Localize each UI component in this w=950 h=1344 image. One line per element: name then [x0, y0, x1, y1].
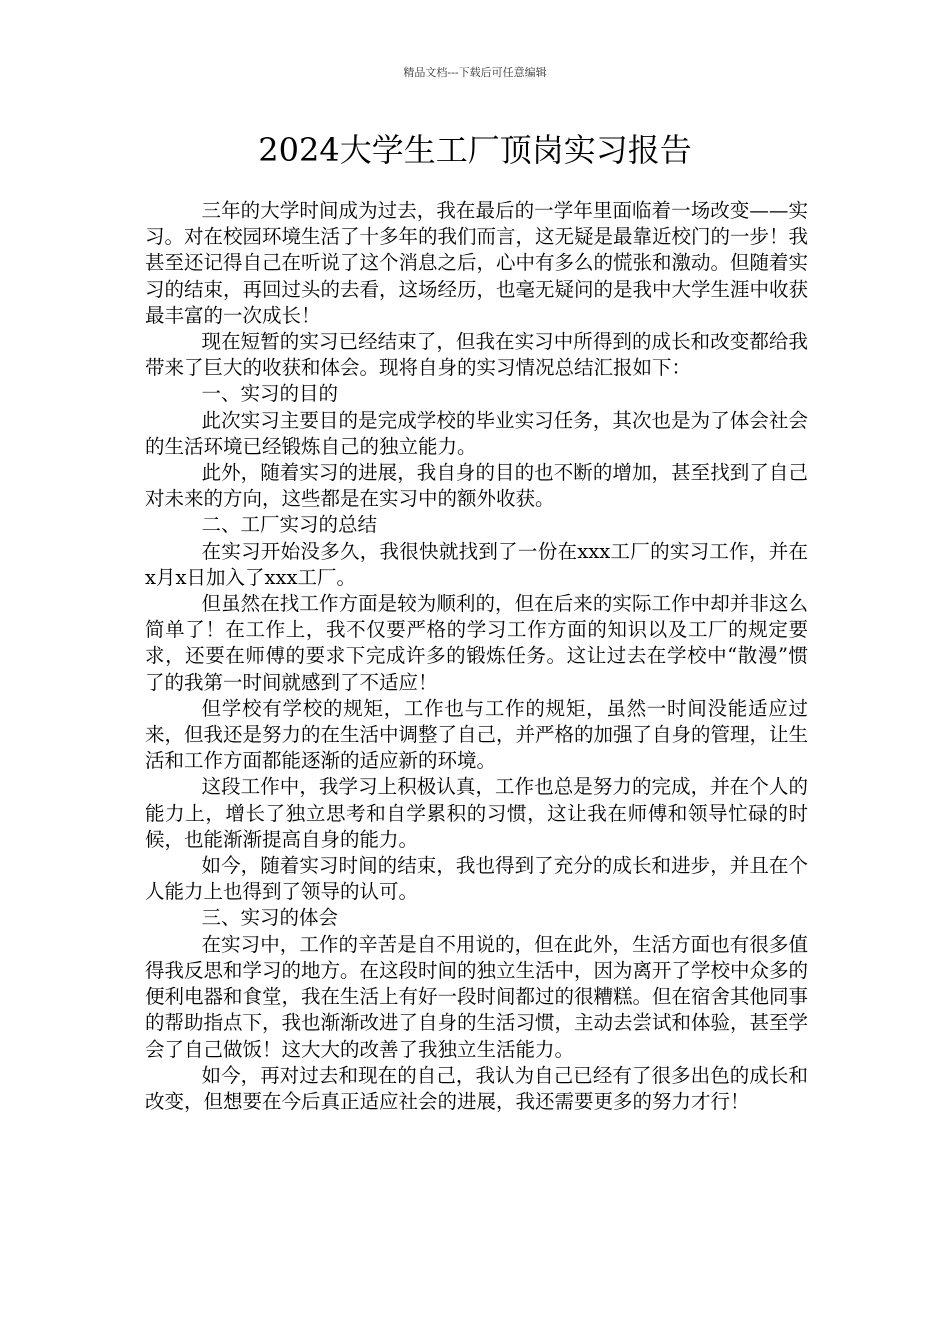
paragraph: 如今，随着实习时间的结束，我也得到了充分的成长和进步，并且在个人能力上也得到了领导的认可。 — [145, 854, 808, 904]
document-body — [145, 198, 808, 1115]
paragraph: 此次实习主要目的是完成学校的毕业实习任务，其次也是为了体会社会的生活环境已经锻炼自己的独立能力。 — [145, 408, 808, 458]
document-title: 2024大学生工厂顶岗实习报告 — [258, 131, 692, 169]
paragraph: 三年的大学时间成为过去，我在最后的一学年里面临着一场改变——实习。对在校园环境生活了十多年的我们而言，这无疑是最靠近校门的一步！我甚至还记得自己在听说了这个消息之后，心中有多么的慌张和激动。但随着实习的结束，再回过头的去看，这场经历，也毫无疑问的是我中大学生涯中收获最丰富的一次成长！ — [145, 199, 809, 327]
paragraph: 此外，随着实习的进展，我自身的目的也不断的增加，甚至找到了自己对未来的方向，这些都是在实习中的额外收获。 — [145, 461, 808, 511]
paragraph: 这段工作中，我学习上积极认真，工作也总是努力的完成，并在个人的能力上，增长了独立思考和自学累积的习惯，这让我在师傅和领导忙碌的时候，也能渐渐提高自身的能力。 — [145, 775, 808, 851]
paragraph: 如今，再对过去和现在的自己，我认为自己已经有了很多出色的成长和改变，但想要在今后真正适应社会的进展，我还需要更多的努力才行！ — [145, 1063, 808, 1113]
paragraph: 但虽然在找工作方面是较为顺利的，但在后来的实际工作中却并非这么简单了！在工作上，我不仅要严格的学习工作方面的知识以及工厂的规定要求，还要在师傅的要求下完成许多的锻炼任务。这让过去在学校中“散漫”惯了的我第一时间就感到了不适应！ — [145, 592, 808, 694]
paragraph: 现在短暂的实习已经结束了，但我在实习中所得到的成长和改变都给我带来了巨大的收获和体会。现将自身的实习情况总结汇报如下： — [145, 330, 808, 380]
paragraph: 但学校有学校的规矩，工作也与工作的规矩，虽然一时间没能适应过来，但我还是努力的在生活中调整了自己，并严格的加强了自身的管理，让生活和工作方面都能逐渐的适应新的环境。 — [145, 696, 809, 773]
paragraph: 在实习中，工作的辛苦是自不用说的，但在此外，生活方面也有很多值得我反思和学习的地方。在这段时间的独立生活中，因为离开了学校中众多的便利电器和食堂，我在生活上有好一段时间都过的很糟糕。但在宿舍其他同事的帮助指点下，我也渐渐改进了自身的生活习惯，主动去尝试和体验，甚至学会了自己做饭！这大大的改善了我独立生活能力。 — [145, 932, 809, 1061]
section-heading: 一、实习的目的 — [201, 382, 339, 406]
header-note: 精品文档---下载后可任意编辑 — [403, 66, 547, 79]
section-heading: 二、工厂实习的总结 — [201, 513, 378, 537]
paragraph: 在实习开始没多久，我很快就找到了一份在xxx工厂的实习工作，并在x月x日加入了xxx工厂。 — [145, 539, 808, 589]
section-heading: 三、实习的体会 — [201, 906, 339, 930]
